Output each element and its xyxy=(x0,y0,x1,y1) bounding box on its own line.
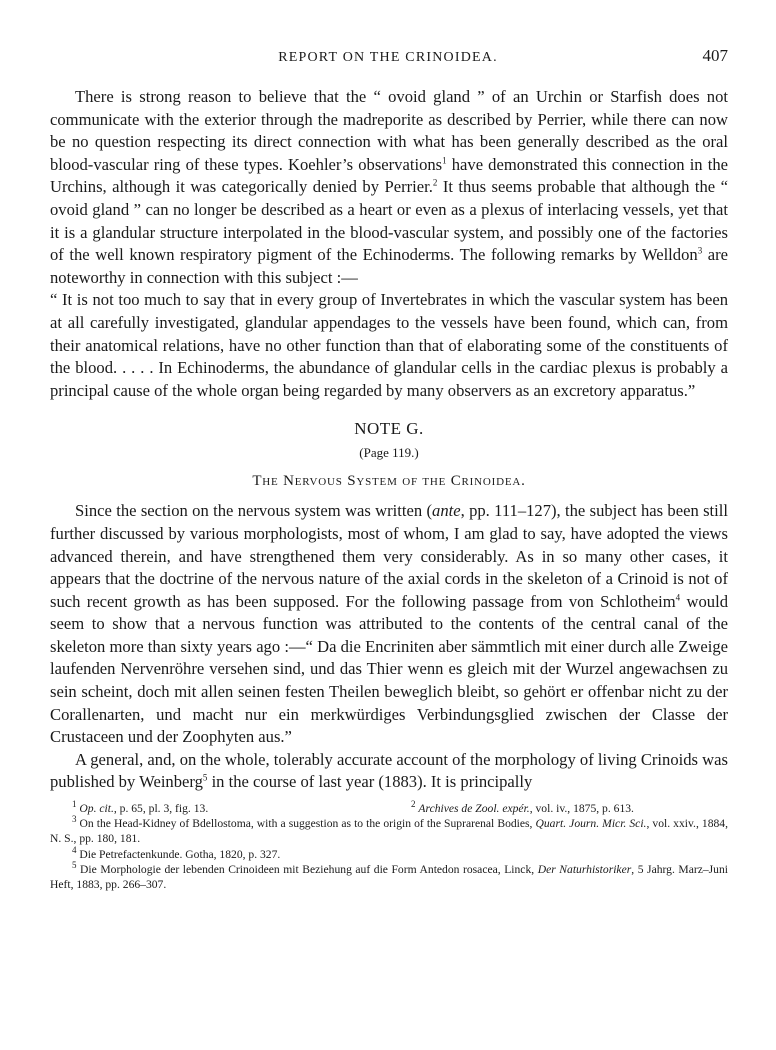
paragraph-weinberg xyxy=(50,749,728,794)
footnote-number: 3 xyxy=(72,814,77,825)
text-run: There is strong reason to believe that the “ ovoid gland ” of an Urchin or Starfish does not communicate with the exterior through the madreporite as described by Perrier, while there can now be no question respecting its direct connection with what has been generally described as the oral blood-vascular ring of these types. Koehler’s observations xyxy=(50,87,728,174)
text-run: are noteworthy in connection with this subject :— xyxy=(50,245,728,287)
text-run: On the Head-Kidney of Bdellostoma, with a suggestion as to the origin of the Suprarenal Bodies, xyxy=(76,817,536,831)
text-run: , 5 Jahrg. Marz–Juni Heft, 1883, pp. 266–307. xyxy=(50,862,728,892)
text-run: would seem to show that a nervous function was attributed to the contents of the central canal of the skeleton more than sixty years ago :—“ Da die Encriniten aber sämmtlich mit einer durch alle Zweige laufenden Nervenröhre versehen sind, und das Thier wenn es gleich mit der Wurzel angewachsen zu sein scheint, doch mit allen seinen festen Theilen beweglich bleibt, so gehört er offenbar nicht zu der Corallenarten, und macht nur ein merkwürdiges Verbindungsglied zwischen der Classe der Crustaceen und der Zoophyten aus.” xyxy=(50,591,728,747)
page-body xyxy=(50,86,728,892)
note-page-reference: (Page 119.) xyxy=(359,445,419,461)
paragraph-ovoid-gland xyxy=(50,86,728,289)
footnote-number: 1 xyxy=(72,799,77,810)
footnote-4 xyxy=(50,844,728,862)
italic-text: Op. cit. xyxy=(79,802,114,816)
text-run: Since the section on the nervous system was written ( xyxy=(75,501,433,521)
page-number: 407 xyxy=(702,46,728,65)
page-header xyxy=(48,46,728,70)
footnote-ref-5: 5 xyxy=(202,772,208,783)
footnote-ref-2: 2 xyxy=(432,177,438,188)
footnote-number: 2 xyxy=(411,799,416,810)
footnotes xyxy=(50,801,728,892)
text-run: , p. 65, pl. 3, fig. 13. xyxy=(113,802,209,816)
text-run: , pp. 111–127), the subject has been still further discussed by various morphologists, most of whom, I am glad to say, have adopted the views advanced therein, and have strengthened them very considerably. As in so many other cases, it appears that the doctrine of the nervous nature of the axial cords in the skeleton of a Crinoid is not of such recent growth as has been supposed. For the following passage from von Schlotheim xyxy=(50,501,728,611)
note-title: NOTE G. xyxy=(354,419,424,439)
footnote-1 xyxy=(50,801,389,816)
italic-text: Quart. Journ. Micr. Sci. xyxy=(535,817,647,831)
text-run: Die Petrefactenkunde. Gotha, 1820, p. 327. xyxy=(76,847,281,861)
text-run: A general, and, on the whole, tolerably accurate account of the morphology of living Crinoids was published by Weinberg xyxy=(50,749,728,792)
footnote-number: 5 xyxy=(72,859,77,870)
footnote-row xyxy=(50,801,728,816)
welldon-quote: “ It is not too much to say that in every group of Invertebrates in which the vascular system has been at all carefully investigated, glandular appendages to the vessels have been found, which can, from their anatomical relations, have no other function than that of elaborating some of the constituents of the blood. . . . . In Echinoderms, the abundance of glandular cells in the cardiac plexus is probably a principal cause of the whole organ being regarded by many observers as an excretory apparatus.” xyxy=(50,290,728,400)
running-head: REPORT ON THE CRINOIDEA. xyxy=(278,50,498,65)
text-run: in the course of last year (1883). It is principally xyxy=(207,772,533,792)
section-title xyxy=(50,470,728,492)
italic-text: Der Naturhistoriker xyxy=(537,862,632,876)
footnote-number: 4 xyxy=(72,844,77,855)
text-run: , vol. iv., 1875, p. 613. xyxy=(529,802,634,816)
footnote-ref-1: 1 xyxy=(442,155,447,166)
text-run: Die Morphologie der lebenden Crinoideen mit Beziehung auf die Form Antedon rosacea, Linck, xyxy=(76,862,538,876)
italic-text: Archives de Zool. expér. xyxy=(418,802,530,816)
text-run: , vol. xxiv., 1884, N. S., pp. 180, 181. xyxy=(50,817,728,846)
footnote-ref-3: 3 xyxy=(697,245,703,256)
text-run: have demonstrated this connection in the Urchins, although it was categorically denied by Perrier. xyxy=(50,154,728,197)
footnote-ref-4: 4 xyxy=(675,592,681,603)
footnote-5 xyxy=(50,859,728,892)
italic-text: ante xyxy=(432,501,461,521)
paragraph-nervous-system xyxy=(50,500,728,749)
text-run: It thus seems probable that although the “ ovoid gland ” can no longer be described as a heart or even as a plexus of interlacing vessels, yet that it is a glandular structure interpolated in the blood-vascular system, and possibly one of the factories of the well known respiratory pigment of the Echinoderms. The following remarks by Welldon xyxy=(50,177,728,265)
section-title-text: The Nervous System of the Crinoidea. xyxy=(252,473,526,490)
footnote-2 xyxy=(389,801,728,816)
footnote-3 xyxy=(50,816,728,846)
